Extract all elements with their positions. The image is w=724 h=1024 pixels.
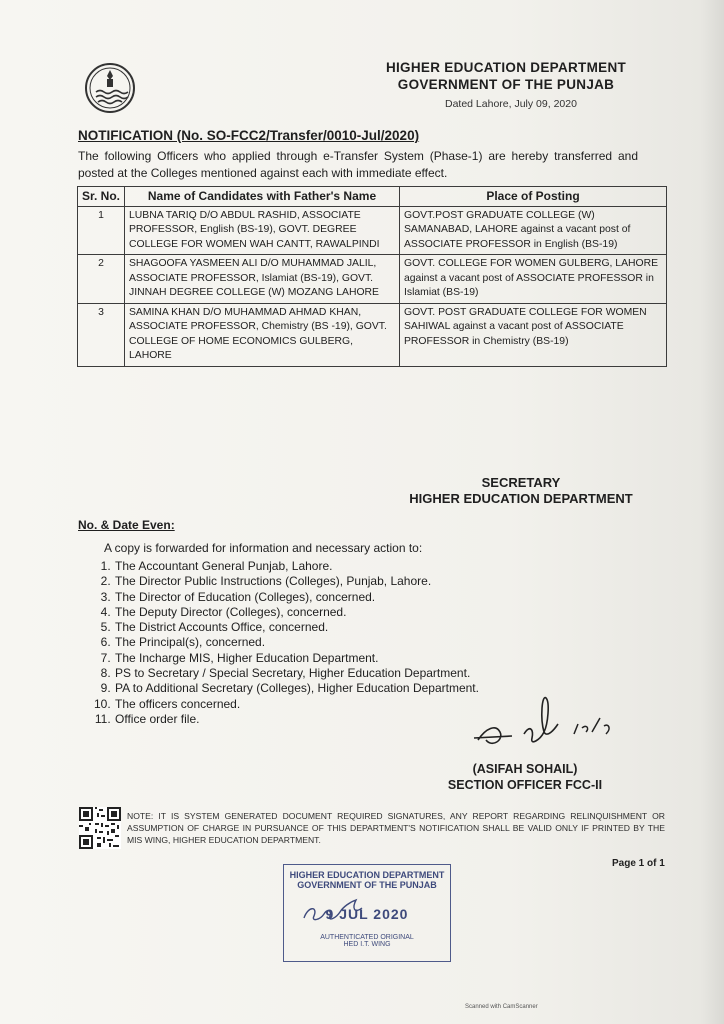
table-row	[78, 303, 667, 366]
row-candidate: LUBNA TARIQ D/O ABDUL RASHID, ASSOCIATE PROFESSOR, English (BS-19), GOVT. DEGREE COLLEGE FOR WOMEN WAH CANTT, RAWALPINDI	[125, 206, 400, 255]
list-item: 2. The Director Public Instructions (Colleges), Punjab, Lahore.	[114, 574, 574, 589]
list-item: 6. The Principal(s), concerned.	[114, 635, 574, 650]
list-item: 11. Office order file.	[114, 712, 574, 727]
notification-intro: The following Officers who applied through e-Transfer System (Phase-1) are hereby transferred and posted at the Colleges mentioned against each with immediate effect.	[78, 149, 638, 180]
row-sr: 3	[78, 303, 125, 366]
header-place-of-posting: Place of Posting	[400, 187, 667, 207]
secretary-department: HIGHER EDUCATION DEPARTMENT	[409, 491, 633, 506]
list-item: 8. PS to Secretary / Special Secretary, Higher Education Department.	[114, 666, 574, 681]
list-item: 9. PA to Additional Secretary (Colleges), Higher Education Department.	[114, 681, 574, 696]
posting-table	[77, 186, 667, 367]
stamp-department: HIGHER EDUCATION DEPARTMENT	[289, 870, 445, 880]
list-item: 4. The Deputy Director (Colleges), concerned.	[114, 605, 574, 620]
table-header-row	[78, 187, 667, 207]
stamp-government: GOVERNMENT OF THE PUNJAB	[297, 880, 437, 890]
punjab-government-logo	[84, 58, 136, 118]
row-sr: 2	[78, 255, 125, 304]
scanner-watermark: Scanned with CamScanner	[465, 1004, 538, 1010]
table-row	[78, 206, 667, 255]
government-name: GOVERNMENT OF THE PUNJAB	[397, 77, 615, 92]
department-name: HIGHER EDUCATION DEPARTMENT	[385, 60, 627, 75]
table-row	[78, 255, 667, 304]
stamp-wing: HED I.T. WING	[343, 941, 391, 948]
qr-code-icon	[79, 807, 121, 849]
page-shadow-edge	[700, 0, 724, 1024]
row-posting: GOVT.POST GRADUATE COLLEGE (W) SAMANABAD, LAHORE against a vacant post of ASSOCIATE PROFESSOR in English (BS-19)	[400, 206, 667, 255]
row-posting: GOVT. COLLEGE FOR WOMEN GULBERG, LAHORE against a vacant post of ASSOCIATE PROFESSOR in Islamiat (BS-19)	[400, 255, 667, 304]
page-number: Page 1 of 1	[612, 858, 665, 869]
notification-title: NOTIFICATION (No. SO-FCC2/Transfer/0010-Jul/2020)	[78, 128, 420, 143]
list-item: 7. The Incharge MIS, Higher Education Department.	[114, 651, 574, 666]
row-candidate: SHAGOOFA YASMEEN ALI D/O MUHAMMAD JALIL, ASSOCIATE PROFESSOR, Islamiat (BS-19), GOVT. JINNAH DEGREE COLLEGE (W) MOZANG LAHORE	[125, 255, 400, 304]
signatory-designation: SECTION OFFICER FCC-II	[447, 778, 603, 792]
dated-line: Dated Lahore, July 09, 2020	[445, 98, 577, 110]
stamp-date: 9 JUL 2020	[325, 906, 409, 922]
row-posting: GOVT. POST GRADUATE COLLEGE FOR WOMEN SAHIWAL against a vacant post of ASSOCIATE PROFESSOR in Chemistry (BS-19)	[400, 303, 667, 366]
list-item: 10. The officers concerned.	[114, 697, 574, 712]
list-item: 3. The Director of Education (Colleges), concerned.	[114, 590, 574, 605]
header-candidate-name: Name of Candidates with Father's Name	[125, 187, 400, 207]
list-item: 1. The Accountant General Punjab, Lahore.	[114, 559, 574, 574]
date-even-heading: No. & Date Even:	[78, 518, 175, 532]
row-sr: 1	[78, 206, 125, 255]
copy-forward-line: A copy is forwarded for information and necessary action to:	[104, 541, 423, 555]
signatory-name: (ASIFAH SOHAIL)	[472, 762, 578, 776]
row-candidate: SAMINA KHAN D/O MUHAMMAD AHMAD KHAN, ASSOCIATE PROFESSOR, Chemistry (BS -19), GOVT. COLLEGE OF HOME ECONOMICS GULBERG, LAHORE	[125, 303, 400, 366]
handwritten-signature	[466, 688, 626, 756]
list-item: 5. The District Accounts Office, concerned.	[114, 620, 574, 635]
stamp-signature	[298, 888, 378, 928]
secretary-title: SECRETARY	[481, 475, 561, 490]
stamp-authenticated: AUTHENTICATED ORIGINAL	[320, 934, 414, 941]
header-sr-no: Sr. No.	[78, 187, 125, 207]
system-generated-note: NOTE: IT IS SYSTEM GENERATED DOCUMENT REQUIRED SIGNATURES, ANY REPORT REGARDING RELINQUISHMENT OR ASSUMPTION OF CHARGE IN PURSUANCE OF THIS DEPARTMENT'S NOTIFICATION SHALL BE VALID ONLY IF PRINTED BY THE MIS WING, HIGHER EDUCATION DEPARTMENT.	[127, 811, 665, 845]
